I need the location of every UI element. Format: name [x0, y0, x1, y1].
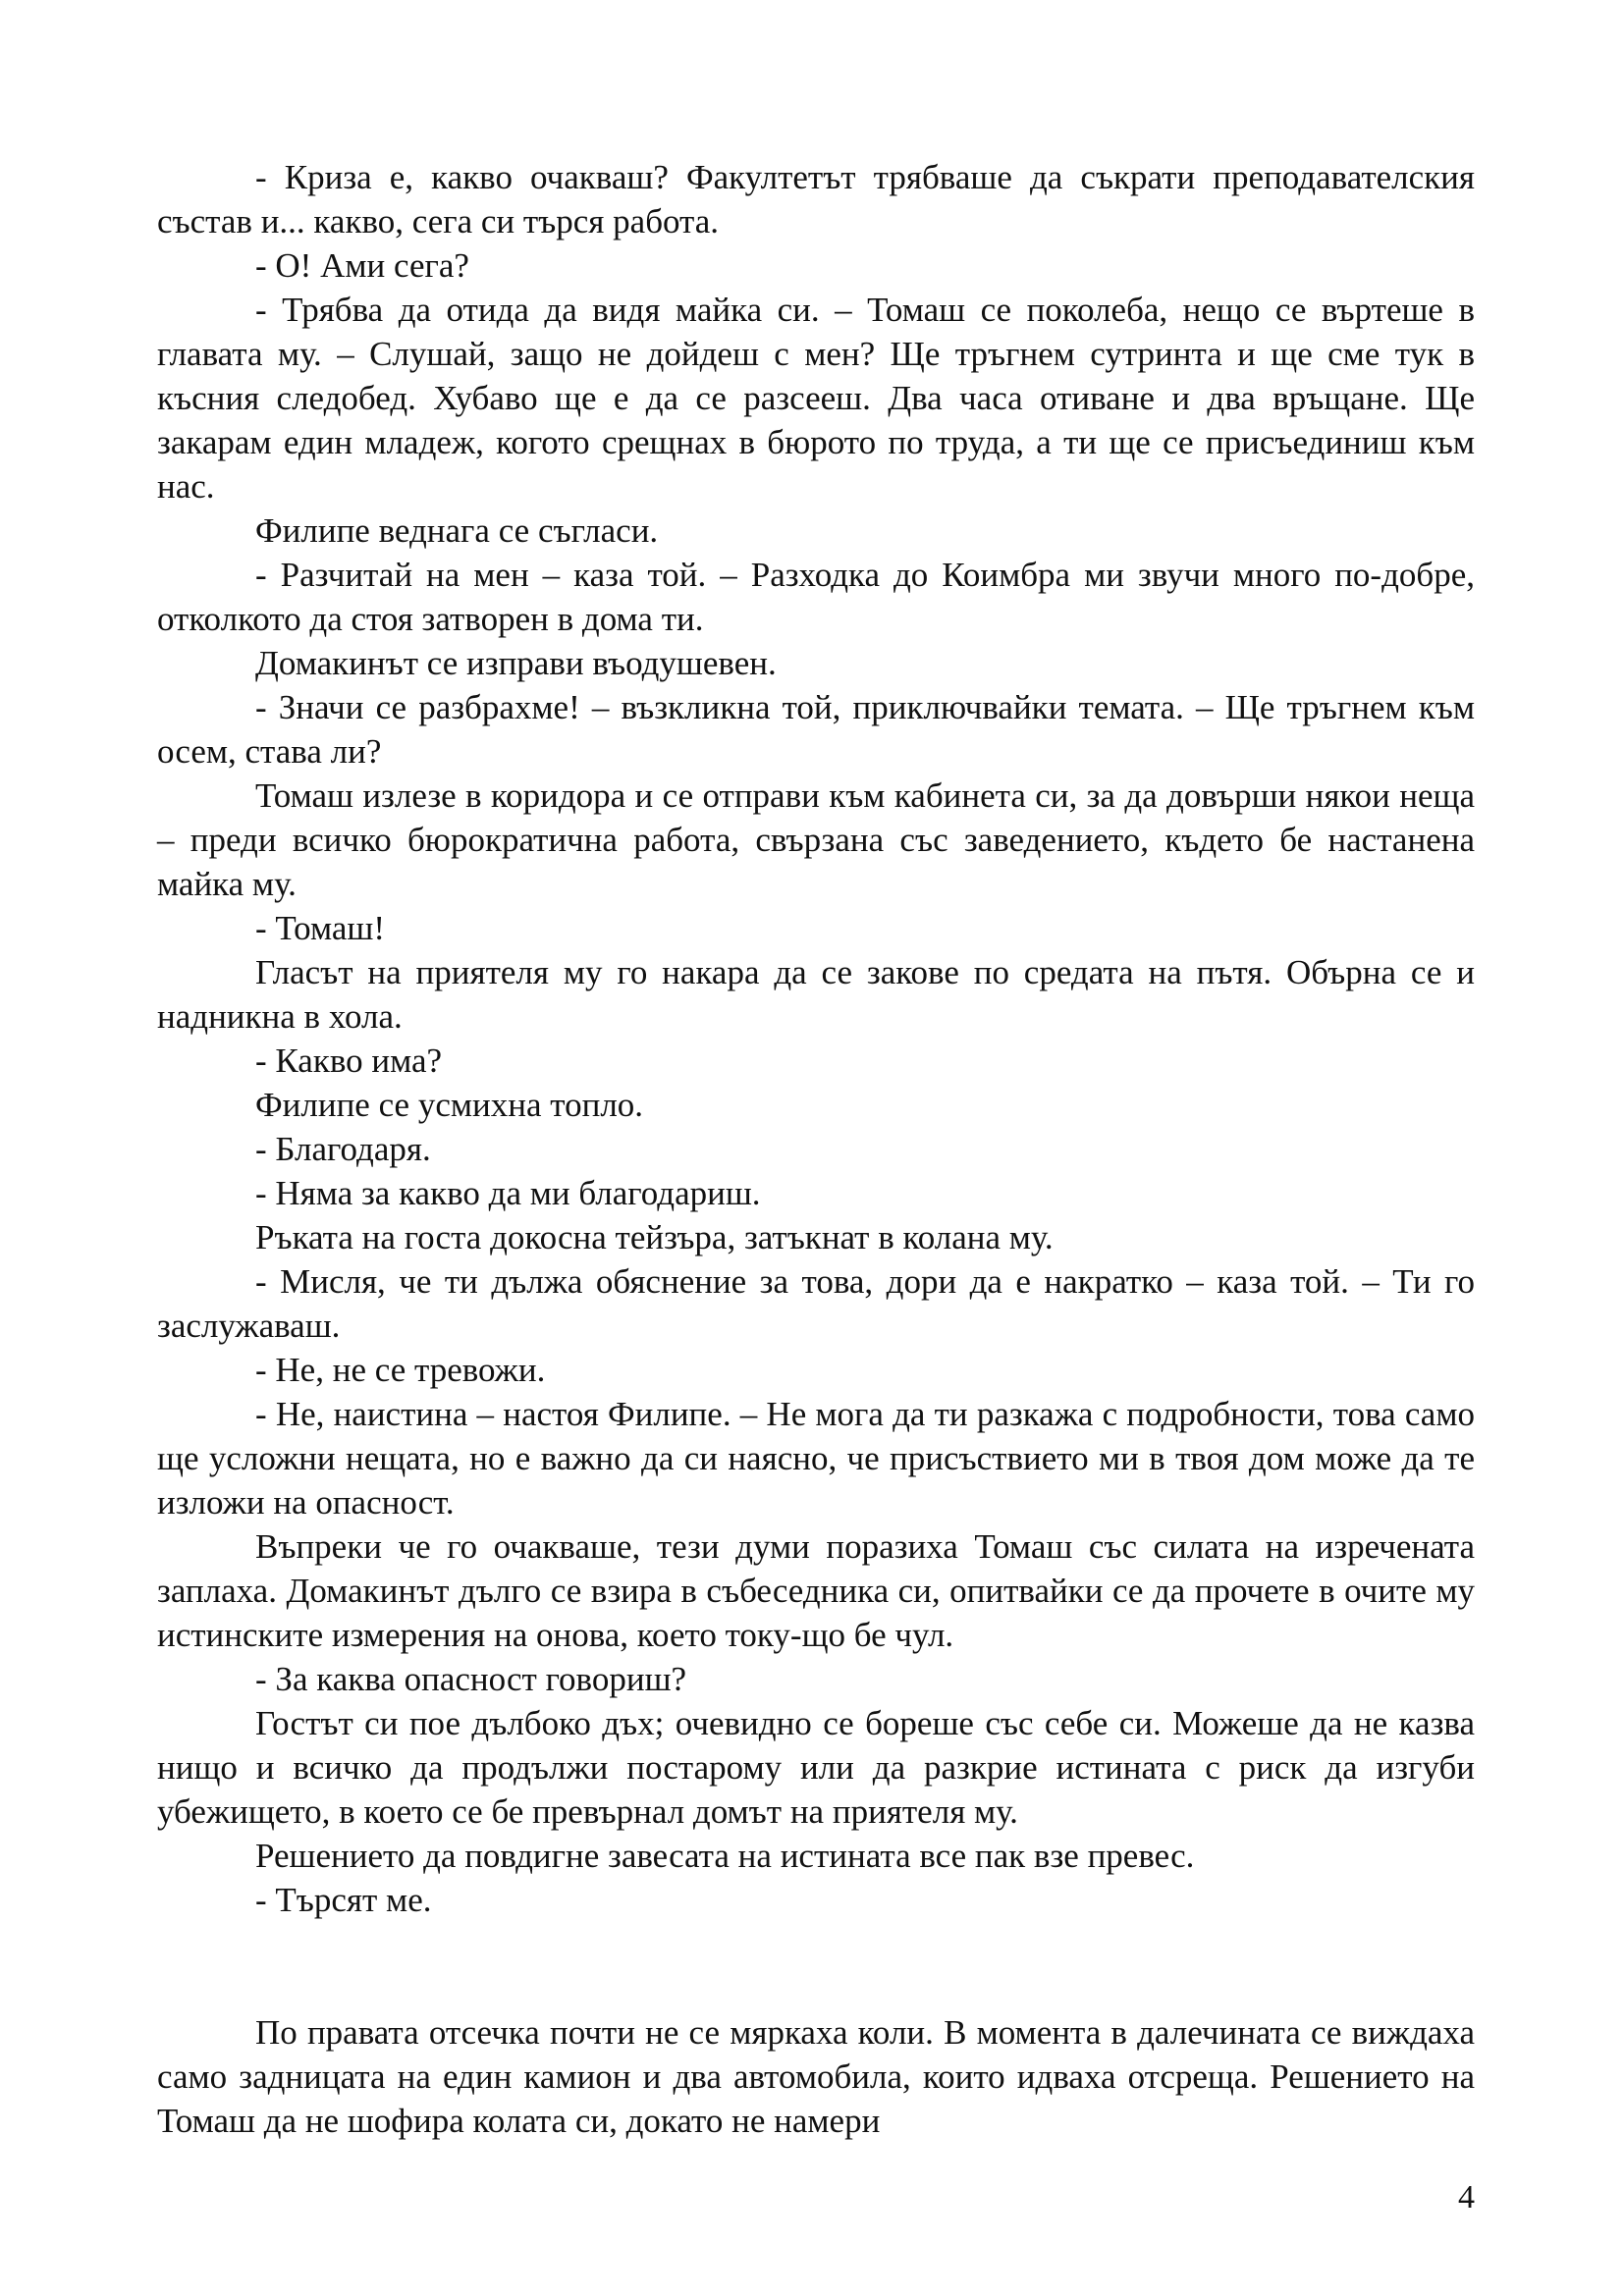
paragraph: - Не, наистина – настоя Филипе. – Не мога да ти разкажа с подробности, това само ще усложни нещата, но е важно да си наясно, че присъствието ми в твоя дом може да те изложи на опасност.: [157, 1395, 1475, 1522]
paragraph: - Трябва да отида да видя майка си. – Томаш се поколеба, нещо се въртеше в главата му. – Слушай, защо не дойдеш с мен? Ще тръгнем сутринта и ще сме тук в късния следобед. Хубаво ще е да се разсееш. Два часа отиване и два връщане. Ще закарам един младеж, когото срещнах в бюрото по труда, а ти ще се присъединиш към нас.: [157, 291, 1475, 506]
paragraph: Филипе веднага се съгласи.: [255, 511, 659, 550]
paragraph: Гласът на приятеля му го накара да се закове по средата на пътя. Обърна се и надникна в хола.: [157, 953, 1475, 1036]
paragraph: - Няма за какво да ми благодариш.: [255, 1174, 761, 1212]
page-number: 4: [1458, 2179, 1475, 2216]
paragraph: - Криза е, какво очакваш? Факултетът трябваше да съкрати преподавателския състав и... какво, сега си търся работа.: [157, 158, 1475, 240]
paragraph: - Търсят ме.: [255, 1881, 432, 1919]
paragraph: Ръката на госта докосна тейзъра, затъкнат в колана му.: [255, 1218, 1054, 1256]
paragraph: Решението да повдигне завесата на истината все пак взе превес.: [255, 1837, 1195, 1875]
paragraph: - Какво има?: [255, 1041, 443, 1080]
paragraph: Томаш излезе в коридора и се отправи към кабинета си, за да довърши някои неща – преди всичко бюрократична работа, свързана със заведението, където бе настанена майка му.: [157, 776, 1475, 903]
paragraph: По правата отсечка почти не се мяркаха коли. В момента в далечината се виждаха само задницата на един камион и два автомобила, които идваха отсреща. Решението на Томаш да не шофира колата си, докато не намери: [157, 2013, 1475, 2140]
body-text: [157, 155, 1475, 2143]
paragraph: Филипе се усмихна топло.: [255, 1086, 644, 1124]
paragraph: - Не, не се тревожи.: [255, 1351, 546, 1389]
paragraph: - Разчитай на мен – каза той. – Разходка до Коимбра ми звучи много по-добре, отколкото да стоя затворен в дома ти.: [157, 556, 1475, 638]
paragraph: - О! Ами сега?: [255, 246, 469, 285]
section-break: [157, 1922, 1475, 2010]
paragraph: - Значи се разбрахме! – възкликна той, приключвайки темата. – Ще тръгнем към осем, става ли?: [157, 688, 1475, 771]
paragraph: - Благодаря.: [255, 1130, 431, 1168]
paragraph: - За каква опасност говориш?: [255, 1660, 687, 1698]
paragraph: - Томаш!: [255, 909, 386, 947]
paragraph: Въпреки че го очакваше, тези думи поразиха Томаш със силата на изречената заплаха. Домакинът дълго се взира в събеседника си, опитвайки се да прочете в очите му истинските измерения на онова, което току-що бе чул.: [157, 1527, 1475, 1654]
paragraph: Гостът си пое дълбоко дъх; очевидно се бореше със себе си. Можеше да не казва нищо и всичко да продължи постарому или да разкрие истината с риск да изгуби убежището, в което се бе превърнал домът на приятеля му.: [157, 1704, 1475, 1831]
paragraph: Домакинът се изправи въодушевен.: [255, 644, 777, 682]
paragraph: - Мисля, че ти дължа обяснение за това, дори да е накратко – каза той. – Ти го заслужаваш.: [157, 1262, 1475, 1345]
